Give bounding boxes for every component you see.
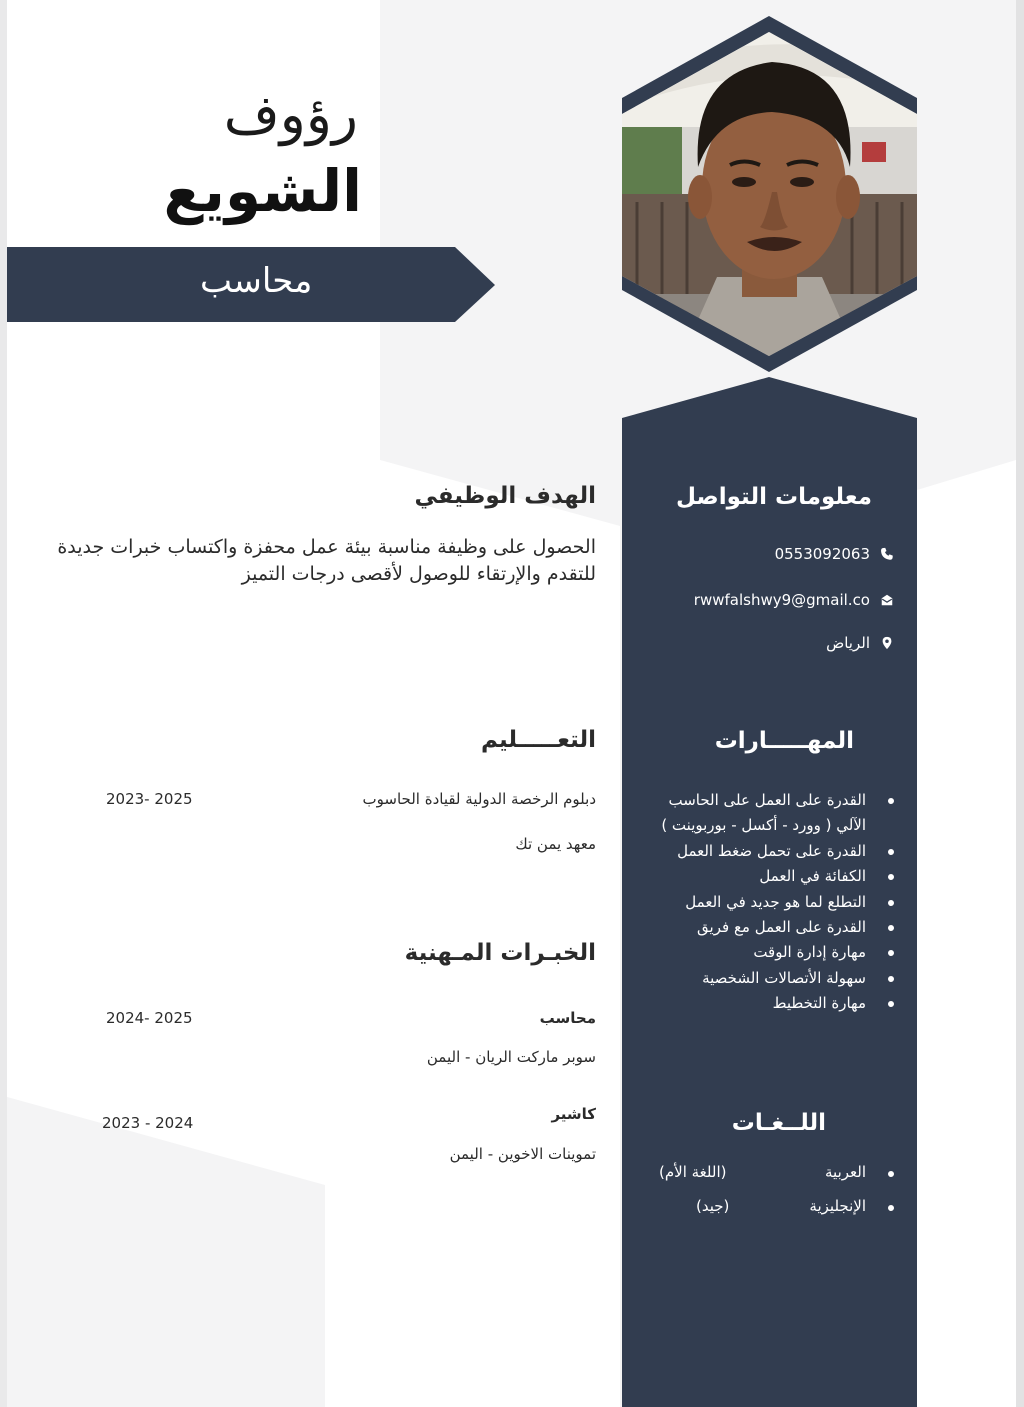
experience-heading: الخبـرات المـهنية xyxy=(404,940,596,966)
experience-date-1: 2024- 2025 xyxy=(106,1009,193,1027)
experience-title-2: كاشير xyxy=(551,1105,596,1123)
experience-place-2: تموينات الاخوين - اليمن xyxy=(449,1145,596,1163)
skills-heading: المهـــــارات xyxy=(714,728,854,754)
contact-heading: معلومات التواصل xyxy=(676,484,872,510)
contact-phone xyxy=(775,543,894,565)
profile-photo xyxy=(622,32,917,356)
skill-item: القدرة على تحمل ضغط العمل xyxy=(634,839,894,864)
skill-item: القدرة على العمل مع فريق xyxy=(634,915,894,940)
objective-heading: الهدف الوظيفي xyxy=(414,483,596,509)
language-row-2 xyxy=(654,1197,894,1221)
first-name: رؤوف xyxy=(223,83,358,146)
education-institute: معهد يمن تك xyxy=(515,835,596,853)
experience-place-1: سوبر ماركت الريان - اليمن xyxy=(426,1048,596,1066)
education-title: دبلوم الرخصة الدولية لقيادة الحاسوب xyxy=(362,790,596,808)
language-row-1 xyxy=(654,1163,894,1187)
phone-number: 0553092063 xyxy=(774,545,870,563)
language-level: (اللغة الأم) xyxy=(659,1163,727,1181)
experience-date-2: 2023 - 2024 xyxy=(102,1114,194,1132)
education-date: 2023- 2025 xyxy=(106,790,193,808)
city: الرياض xyxy=(826,634,870,652)
skill-item: الكفائة في العمل xyxy=(634,864,894,889)
map-pin-icon xyxy=(880,636,894,650)
contact-location xyxy=(826,632,894,654)
contact-email xyxy=(694,589,894,611)
phone-icon xyxy=(880,547,894,561)
skill-item: التطلع لما هو جديد في العمل xyxy=(634,890,894,915)
skill-item: مهارة إدارة الوقت xyxy=(634,940,894,965)
skill-item: مهارة التخطيط xyxy=(634,991,894,1016)
language-level: (جيد) xyxy=(696,1197,730,1215)
skills-list xyxy=(634,788,894,1017)
job-title: محاسب xyxy=(200,261,313,301)
bullet xyxy=(888,1171,894,1177)
last-name: الشويع xyxy=(163,157,362,225)
bullet xyxy=(888,1205,894,1211)
language-name: العربية xyxy=(825,1163,866,1181)
objective-text: الحصول على وظيفة مناسبة بيئة عمل محفزة واكتساب خبرات جديدة للتقدم والإرتقاء للوصول لأقصى درجات التميز xyxy=(57,536,596,585)
languages-heading: اللــغـات xyxy=(731,1110,826,1136)
education-heading: التعـــــليم xyxy=(480,727,596,753)
skill-item: القدرة على العمل على الحاسب الآلي ( وورد - أكسل - بوربوينت ) xyxy=(634,788,894,839)
skill-item: سهولة الأتصالات الشخصية xyxy=(634,966,894,991)
experience-title-1: محاسب xyxy=(539,1009,596,1027)
email-address: rwwfalshwy9@gmail.co xyxy=(693,591,870,609)
envelope-icon xyxy=(880,593,894,607)
language-name: الإنجليزية xyxy=(809,1197,866,1215)
